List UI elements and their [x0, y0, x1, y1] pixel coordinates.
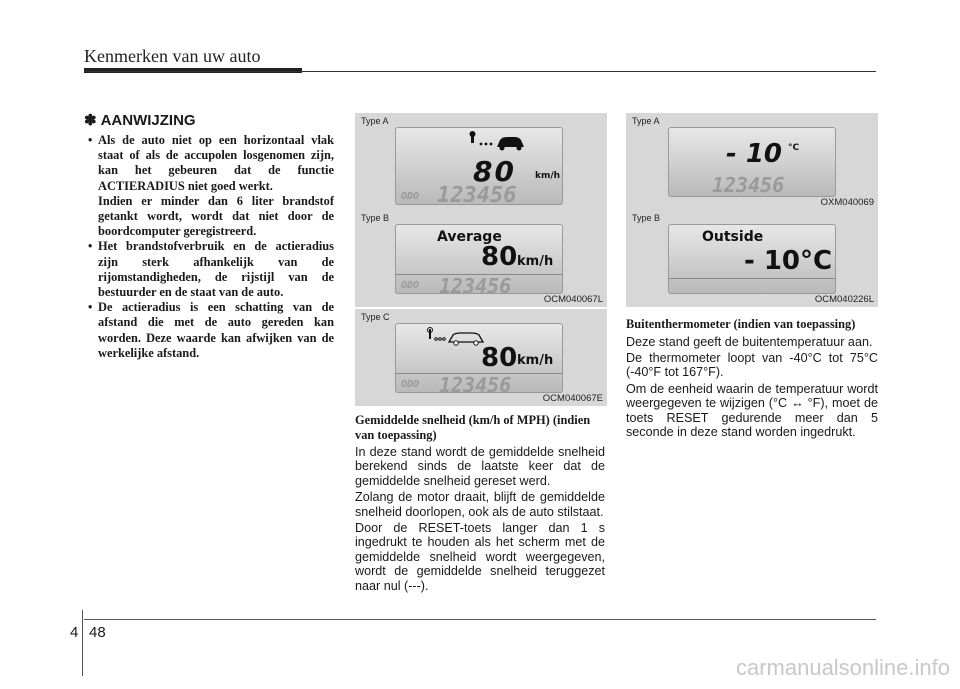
header-rule — [84, 71, 876, 72]
lcd-screen: 80 km/h ODO 123456 — [395, 323, 563, 393]
temp-display-type-b: Type B Outside - 10°C OCM040226L — [626, 210, 878, 307]
watermark: carmanualsonline.info — [735, 655, 950, 680]
lcd-screen: - 10 °C 123456 — [668, 127, 836, 197]
star-icon: ✽ — [84, 112, 97, 129]
note-title: ✽ AANWIJZING — [84, 112, 196, 129]
lcd-screen: 80 km/h ODO 123456 — [395, 127, 563, 205]
lcd-screen: Outside - 10°C — [668, 224, 836, 294]
outside-thermometer-section: Buitenthermometer (indien van toepassing) Deze stand geeft de buitentemperatuur aan. De thermometer loopt van -40°C tot 75°C (-40°F tot 167°F). Om de eenheid waarin de temperatuur wordt weergegeven te wijzigen (°C ↔ °F), moet de toets RESET gedurende meer dan 5 seconde in deze stand worden ingedrukt. — [626, 317, 878, 439]
section-heading: Gemiddelde snelheid (km/h of MPH) (indien van toepassing) — [355, 413, 591, 442]
chapter-number: 4 — [70, 624, 79, 641]
average-speed-section: Gemiddelde snelheid (km/h of MPH) (indien van toepassing) In deze stand wordt de gemiddelde snelheid berekend sinds de laatste keer dat de gemiddelde snelheid gereset werd. Zolang de motor draait, blijft de gemiddelde snelheid doorlopen, ook als de auto stilstaat. Door de RESET-toets langer dan 1 s ingedrukt te houden als het scherm met de gemiddelde snelheid wordt weergegeven, wordt de gemiddelde snelheid teruggezet naar nul (---). — [355, 413, 605, 593]
page-number: 48 — [89, 624, 106, 641]
section-heading: Buitenthermometer (indien van toepassing) — [626, 317, 856, 331]
speed-display-type-a: Type A 80 km/h ODO 123456 — [355, 113, 607, 210]
lcd-screen: Average 80 km/h ODO 123456 — [395, 224, 563, 294]
note-item: • Het brandstofverbruik en de actieradius zijn sterk afhankelijk van de rijomstandigheden, de rijstijl van de bestuurder en de staat van de auto. — [88, 239, 334, 300]
speed-display-type-c: Type C 80 km/h ODO 123456 OCM040067E — [355, 309, 607, 406]
speed-display-type-b: Type B Average 80 km/h ODO 123456 OCM040067L — [355, 210, 607, 307]
footer-rule — [84, 619, 876, 620]
fuel-car-icon — [467, 131, 527, 153]
note-item: • Als de auto niet op een horizontaal vlak staat of als de accupolen losgenomen zijn, kan het gebeuren dat de functie ACTIERADIUS niet goed werkt. Indien er minder dan 6 liter brandstof getankt wordt, wordt dat niet door de boordcomputer geregistreerd. — [88, 133, 334, 239]
temp-display-type-a: Type A - 10 °C 123456 OXM040069 — [626, 113, 878, 210]
page-header-title: Kenmerken van uw auto — [84, 46, 261, 66]
footer-divider — [82, 610, 83, 676]
note-item: • De actieradius is een schatting van de afstand die met de auto gereden kan worden. Deze waarde kan afwijken van de werkelijke afstand. — [88, 300, 334, 360]
note-box — [84, 111, 334, 361]
note-list — [84, 133, 334, 361]
